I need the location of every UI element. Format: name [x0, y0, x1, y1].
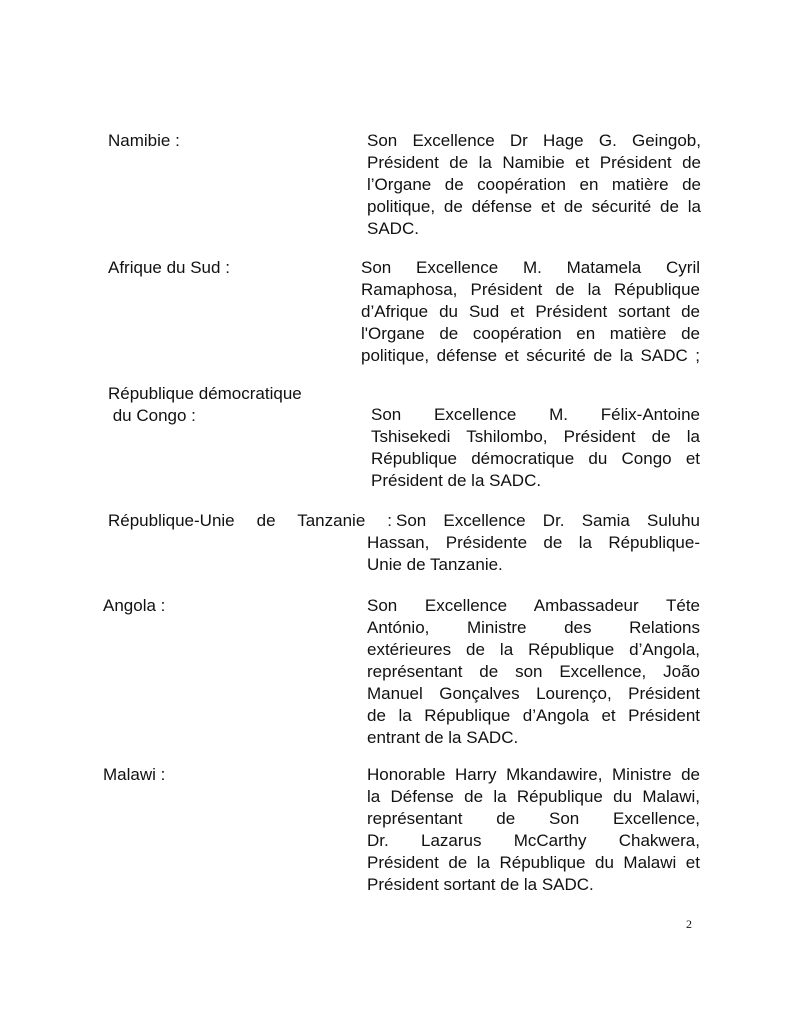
desc-line: représentant de son Excellence, João [367, 662, 700, 681]
delegation-malawi [367, 764, 700, 896]
desc-line: Unie de Tanzanie. [367, 555, 503, 574]
desc-line: politique, défense et sécurité de la SADC ; [361, 346, 700, 365]
delegation-tanzanie [367, 510, 700, 576]
desc-line: extérieures de la République d’Angola, [367, 640, 700, 659]
desc-line: l’Organe de coopération en matière de [367, 175, 701, 194]
country-label-rdc [108, 383, 302, 427]
desc-line: Président de la SADC. [371, 471, 542, 490]
country-label-afrique-du-sud: Afrique du Sud : [108, 258, 230, 277]
desc-line: représentant de Son Excellence, [367, 809, 700, 828]
country-label-tanzanie: République-Unie de Tanzanie : [108, 511, 392, 530]
desc-line: Son Excellence M. Félix-Antoine [371, 405, 700, 424]
page-number: 2 [686, 917, 692, 931]
country-label-line: du Congo : [108, 406, 196, 425]
desc-line: Son Excellence Dr Hage G. Geingob, [367, 131, 701, 150]
desc-line: Président de la Namibie et Président de [367, 153, 701, 172]
desc-line: Manuel Gonçalves Lourenço, Président [367, 684, 700, 703]
desc-line: République démocratique du Congo et [371, 449, 700, 468]
desc-line: politique, de défense et de sécurité de la [367, 197, 701, 216]
desc-line: Son Excellence Ambassadeur Téte [367, 596, 700, 615]
desc-line: Son Excellence M. Matamela Cyril [361, 258, 700, 277]
desc-line: Président sortant de la SADC. [367, 875, 594, 894]
desc-line: Ramaphosa, Président de la République [361, 280, 700, 299]
desc-line: Hassan, Présidente de la République- [367, 533, 700, 552]
desc-line: l'Organe de coopération en matière de [361, 324, 700, 343]
desc-line: Tshisekedi Tshilombo, Président de la [371, 427, 700, 446]
desc-line: Son Excellence Dr. Samia Suluhu [396, 511, 700, 530]
desc-line: Président de la République du Malawi et [367, 853, 700, 872]
desc-line: d’Afrique du Sud et Président sortant de [361, 302, 700, 321]
desc-line: SADC. [367, 219, 419, 238]
desc-line: la Défense de la République du Malawi, [367, 787, 700, 806]
delegation-afrique-du-sud [361, 257, 700, 367]
country-label-angola: Angola : [103, 596, 166, 615]
desc-line: de la République d’Angola et Président [367, 706, 700, 725]
desc-line: Dr. Lazarus McCarthy Chakwera, [367, 831, 700, 850]
desc-line: entrant de la SADC. [367, 728, 519, 747]
country-label-namibie: Namibie : [108, 131, 180, 150]
delegation-namibie [367, 130, 701, 240]
desc-line: Honorable Harry Mkandawire, Ministre de [367, 765, 700, 784]
delegation-rdc [371, 404, 700, 492]
desc-line: António, Ministre des Relations [367, 618, 700, 637]
delegation-angola [367, 595, 700, 749]
country-label-malawi: Malawi : [103, 765, 166, 784]
country-label-line: République démocratique [108, 384, 302, 403]
